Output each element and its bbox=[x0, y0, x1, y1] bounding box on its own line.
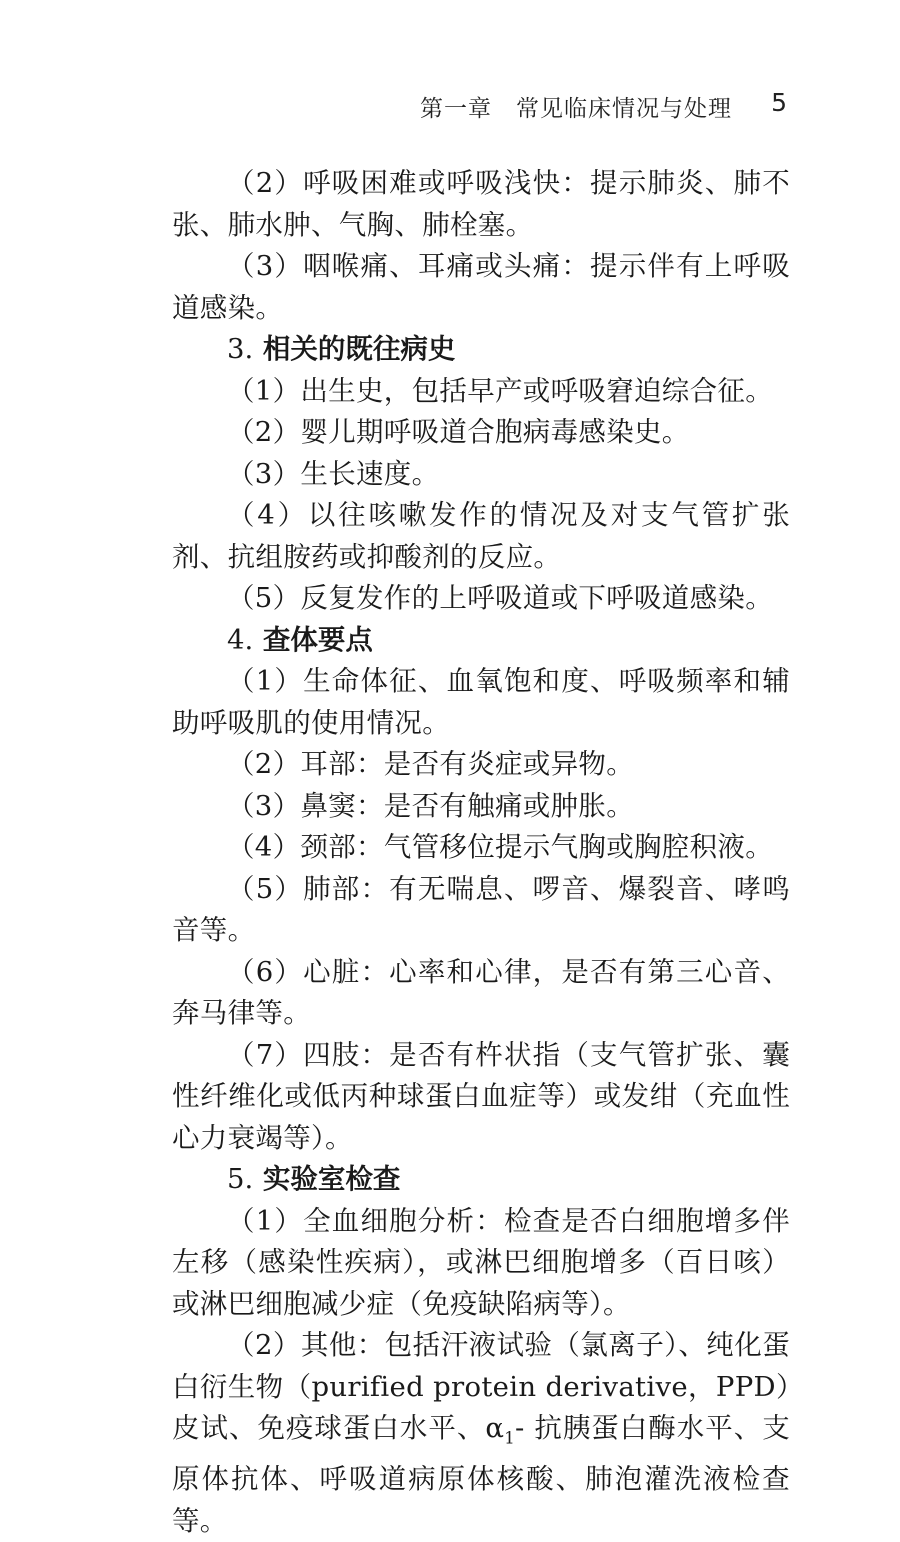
chapter-title: 第一章 常见临床情况与处理 bbox=[420, 96, 732, 122]
section-title: 查体要点 bbox=[262, 623, 373, 656]
paragraph: （2）呼吸困难或呼吸浅快：提示肺炎、肺不张、肺水肿、气胸、肺栓塞。 bbox=[172, 167, 790, 241]
section-title: 实验室检查 bbox=[262, 1163, 401, 1195]
paragraph: （2）婴儿期呼吸道合胞病毒感染史。 bbox=[227, 416, 690, 448]
paragraph: （5）肺部：有无喘息、啰音、爆裂音、哮鸣音等。 bbox=[172, 872, 790, 946]
section-heading bbox=[172, 1159, 790, 1201]
paragraph: （1）生命体征、血氧饱和度、呼吸频率和辅助呼吸肌的使用情况。 bbox=[172, 665, 790, 739]
paragraph: （3）咽喉痛、耳痛或头痛：提示伴有上呼吸道感染。 bbox=[172, 250, 790, 324]
paragraph: （3）鼻窦：是否有触痛或肿胀。 bbox=[227, 789, 634, 822]
paragraph: （6）心脏：心率和心律，是否有第三心音、奔马律等。 bbox=[172, 955, 790, 1029]
section-title: 相关的既往病史 bbox=[262, 333, 456, 365]
subscript: 1 bbox=[504, 1428, 516, 1448]
paragraph: （3）生长速度。 bbox=[227, 457, 440, 490]
paragraph: （1）全血细胞分析：检查是否白细胞增多伴左移（感染性疾病），或淋巴细胞增多（百日咳）或淋巴细胞减少症（免疫缺陷病等）。 bbox=[172, 1204, 790, 1320]
running-header bbox=[0, 84, 900, 124]
paragraph: （2）耳部：是否有炎症或异物。 bbox=[227, 748, 634, 780]
section-number: 4. bbox=[227, 623, 254, 656]
paragraph: （1）出生史，包括早产或呼吸窘迫综合征。 bbox=[227, 374, 773, 407]
page-number: 5 bbox=[771, 88, 787, 117]
paragraph: （4）以往咳嗽发作的情况及对支气管扩张剂、抗组胺药或抑酸剂的反应。 bbox=[172, 499, 790, 573]
paragraph-part: （2）其他：包括汗液试验（氯离子）、纯化蛋白衍生物（purified protein derivative，PPD）皮试、免疫球蛋白水平、α bbox=[172, 1329, 790, 1444]
section-heading bbox=[172, 620, 790, 662]
paragraph: （7）四肢：是否有杵状指（支气管扩张、囊性纤维化或低丙种球蛋白血症等）或发绀（充血性心力衰竭等）。 bbox=[172, 1038, 790, 1154]
body-text bbox=[172, 163, 790, 1542]
paragraph: （5）反复发作的上呼吸道或下呼吸道感染。 bbox=[227, 582, 773, 614]
section-number: 3. bbox=[227, 333, 254, 365]
paragraph bbox=[172, 1325, 790, 1542]
paragraph: （4）颈部：气管移位提示气胸或胸腔积液。 bbox=[227, 831, 773, 863]
paragraph-part: - 抗胰蛋白酶水平、支原体抗体、呼吸道病原体核酸、肺泡灌洗液检查等。 bbox=[172, 1412, 791, 1537]
section-number: 5. bbox=[227, 1163, 254, 1195]
section-heading bbox=[172, 329, 790, 371]
